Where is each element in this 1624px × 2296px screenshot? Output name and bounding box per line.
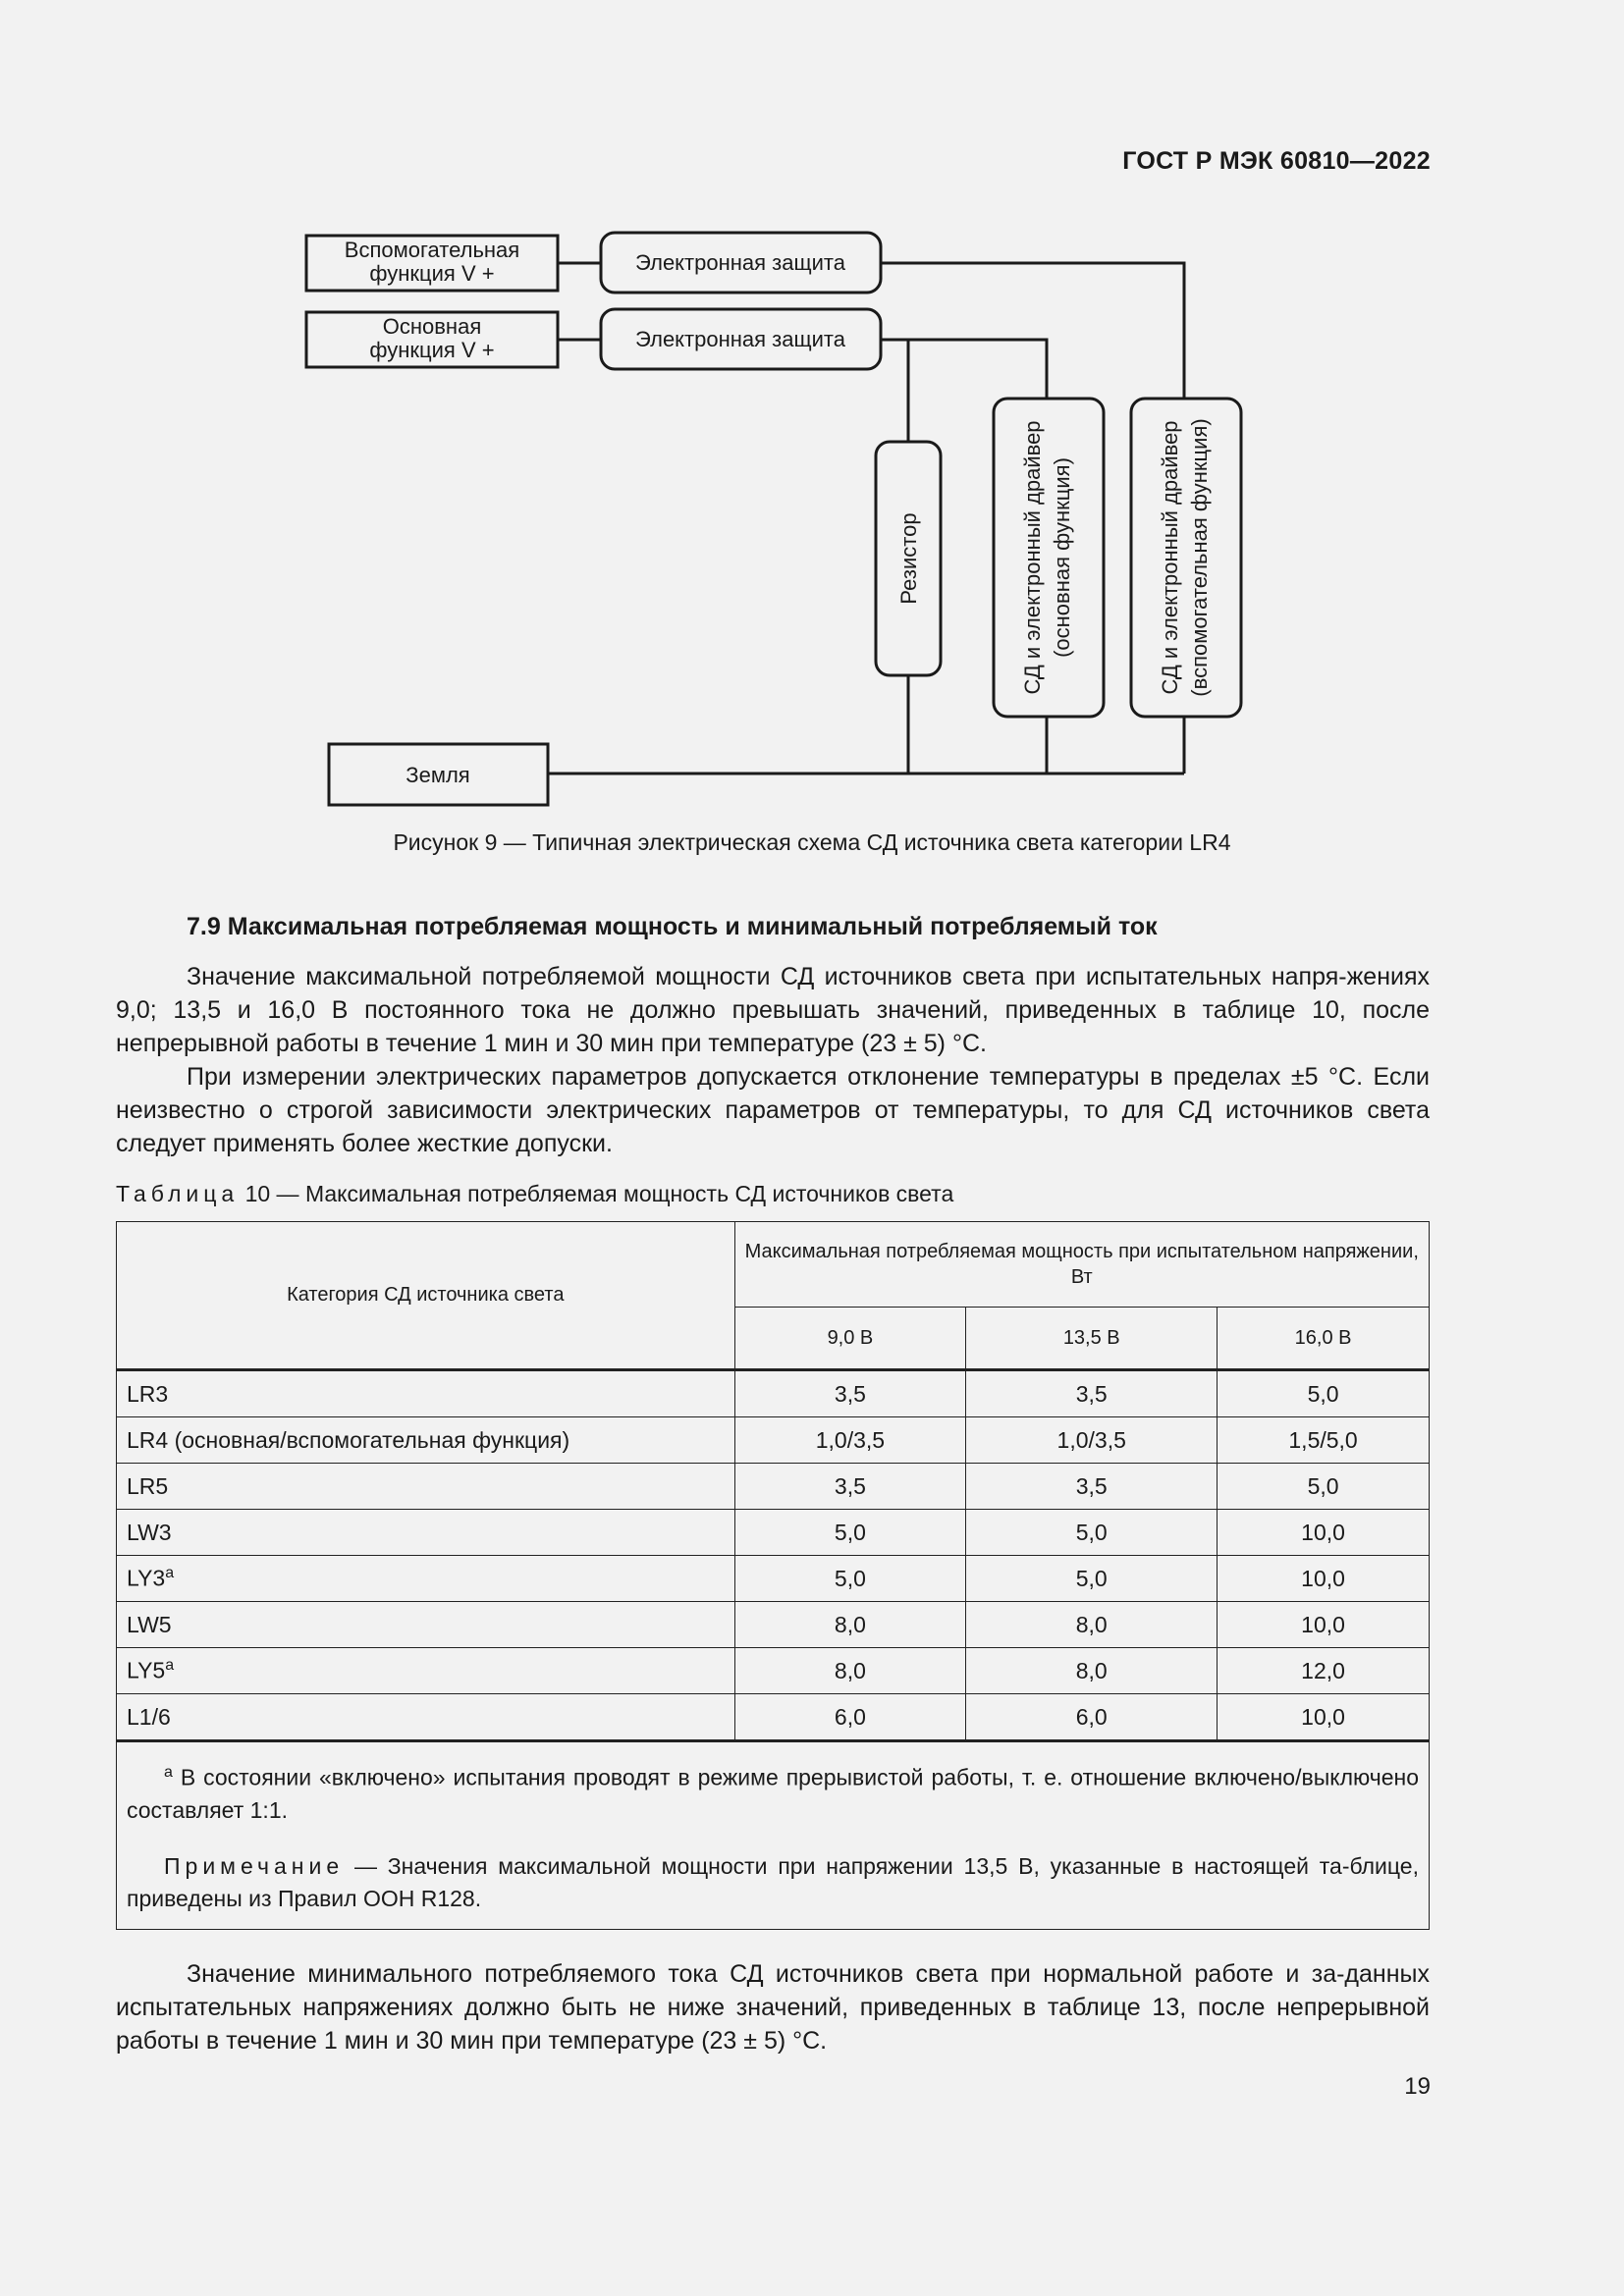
- row-value: 3,5: [734, 1370, 966, 1417]
- row-value: 5,0: [966, 1556, 1218, 1602]
- wire-protection2-to-main-driver: [881, 340, 1047, 399]
- main-function-label-2: функция V +: [369, 338, 495, 362]
- row-value: 5,0: [966, 1510, 1218, 1556]
- main-driver-label-1: СД и электронный драйвер: [1020, 420, 1045, 695]
- row-category: LW5: [117, 1602, 735, 1648]
- row-value: 5,0: [1218, 1370, 1430, 1417]
- main-driver-box: [994, 399, 1104, 717]
- row-value: 8,0: [734, 1648, 966, 1694]
- figure-caption: Рисунок 9 — Типичная электрическая схема СД источника света категории LR4: [393, 829, 1231, 855]
- row-value: 10,0: [1218, 1510, 1430, 1556]
- row-value: 5,0: [1218, 1464, 1430, 1510]
- table-caption-text: 10 — Максимальная потребляемая мощность СД источников света: [239, 1181, 954, 1206]
- row-value: 1,5/5,0: [1218, 1417, 1430, 1464]
- row-value: 6,0: [734, 1694, 966, 1741]
- paragraph-2-text: При измерении электрических параметров допускается отклонение температуры в пределах ±5 °С. Если неизвестно о строгой зависимости электрических параметров от температуры, то для СД источников света следует применять более жесткие допуски.: [116, 1063, 1430, 1157]
- row-category: LR4 (основная/вспомогательная функция): [117, 1417, 735, 1464]
- header-power: Максимальная потребляемая мощность при испытательном напряжении, Вт: [734, 1222, 1430, 1308]
- row-value: 8,0: [966, 1648, 1218, 1694]
- footnote-marker: a: [165, 1657, 175, 1675]
- aux-driver-box: [1131, 399, 1241, 717]
- row-category: LW3: [117, 1510, 735, 1556]
- row-category: LR3: [117, 1370, 735, 1417]
- table-row: [117, 1602, 1430, 1648]
- resistor-label: Резистор: [896, 512, 921, 605]
- table-row: [117, 1417, 1430, 1464]
- row-category: LY3$^a$: [117, 1556, 735, 1602]
- table-header-row-1: [117, 1222, 1430, 1308]
- page-number: 19: [1404, 2073, 1431, 2100]
- row-value: 10,0: [1218, 1694, 1430, 1741]
- header-voltage-1: 9,0 В: [734, 1308, 966, 1370]
- closing-paragraph: [116, 1957, 1430, 2057]
- table-footnotes: [117, 1741, 1430, 1930]
- closing-paragraph-text: Значение минимального потребляемого тока СД источников света при нормальной работе и за-данных испытательных напряжениях должно быть не ниже значений, приведенных в таблице 13, после непрерывной работы в течение 1 мин и 30 мин при температуре (23 ± 5) °С.: [116, 1960, 1430, 2055]
- row-category: LY5$^a$: [117, 1648, 735, 1694]
- main-driver-label-2: (основная функция): [1050, 457, 1074, 658]
- row-value: 10,0: [1218, 1556, 1430, 1602]
- row-value: 1,0/3,5: [734, 1417, 966, 1464]
- protection-label-2: Электронная защита: [635, 327, 845, 351]
- row-value: 12,0: [1218, 1648, 1430, 1694]
- row-category: LR5: [117, 1464, 735, 1510]
- power-table: [116, 1221, 1430, 1930]
- table-row: [117, 1694, 1430, 1741]
- protection-label-1: Электронная защита: [635, 250, 845, 275]
- circuit-diagram: [0, 0, 1624, 883]
- document-header: ГОСТ Р МЭК 60810—2022: [1122, 147, 1431, 175]
- wire-protection1-to-aux-driver: [881, 263, 1184, 399]
- aux-function-label-1: Вспомогательная: [344, 238, 520, 262]
- row-value: 1,0/3,5: [966, 1417, 1218, 1464]
- table-caption: [116, 1181, 953, 1207]
- row-value: 8,0: [734, 1602, 966, 1648]
- row-value: 5,0: [734, 1510, 966, 1556]
- aux-driver-label-1: СД и электронный драйвер: [1158, 420, 1182, 695]
- section-title: 7.9 Максимальная потребляемая мощность и минимальный потребляемый ток: [187, 913, 1158, 940]
- table-caption-word: Таблица: [116, 1181, 240, 1206]
- table-row: [117, 1464, 1430, 1510]
- ground-label: Земля: [406, 763, 470, 787]
- table-row: [117, 1556, 1430, 1602]
- table-row: [117, 1370, 1430, 1417]
- section-paragraph-2: [116, 1060, 1430, 1160]
- row-value: 5,0: [734, 1556, 966, 1602]
- row-value: 3,5: [734, 1464, 966, 1510]
- table-row: [117, 1648, 1430, 1694]
- footnote-marker: a: [165, 1565, 175, 1582]
- row-value: 3,5: [966, 1370, 1218, 1417]
- paragraph-1-text: Значение максимальной потребляемой мощности СД источников света при испытательных напря-жениях 9,0; 13,5 и 16,0 В постоянного тока не должно превышать значений, приведенных в таблице 10, после непрерывной работы в течение 1 мин и 30 мин при температуре (23 ± 5) °С.: [116, 963, 1430, 1057]
- header-category: Категория СД источника света: [117, 1222, 735, 1370]
- row-value: 8,0: [966, 1602, 1218, 1648]
- table-row: [117, 1510, 1430, 1556]
- table-note: Примечание — Значения максимальной мощности при напряжении 13,5 В, указанные в настоящей та-блице, приведены из Правил ООН R128.: [127, 1852, 1419, 1911]
- header-voltage-2: 13,5 В: [966, 1308, 1218, 1370]
- aux-function-label-2: функция V +: [369, 261, 495, 286]
- row-value: 3,5: [966, 1464, 1218, 1510]
- row-value: 6,0: [966, 1694, 1218, 1741]
- main-function-label-1: Основная: [382, 314, 482, 339]
- row-value: 10,0: [1218, 1602, 1430, 1648]
- header-voltage-3: 16,0 В: [1218, 1308, 1430, 1370]
- footnote-a: $^a$ В состоянии «включено» испытания проводят в режиме прерывистой работы, т. е. отношение включено/выключено составляет 1:1.: [127, 1764, 1419, 1823]
- table-footnote-row: [117, 1741, 1430, 1930]
- aux-driver-label-2: (вспомогательная функция): [1187, 418, 1212, 697]
- section-paragraph-1: [116, 960, 1430, 1060]
- row-category: L1/6: [117, 1694, 735, 1741]
